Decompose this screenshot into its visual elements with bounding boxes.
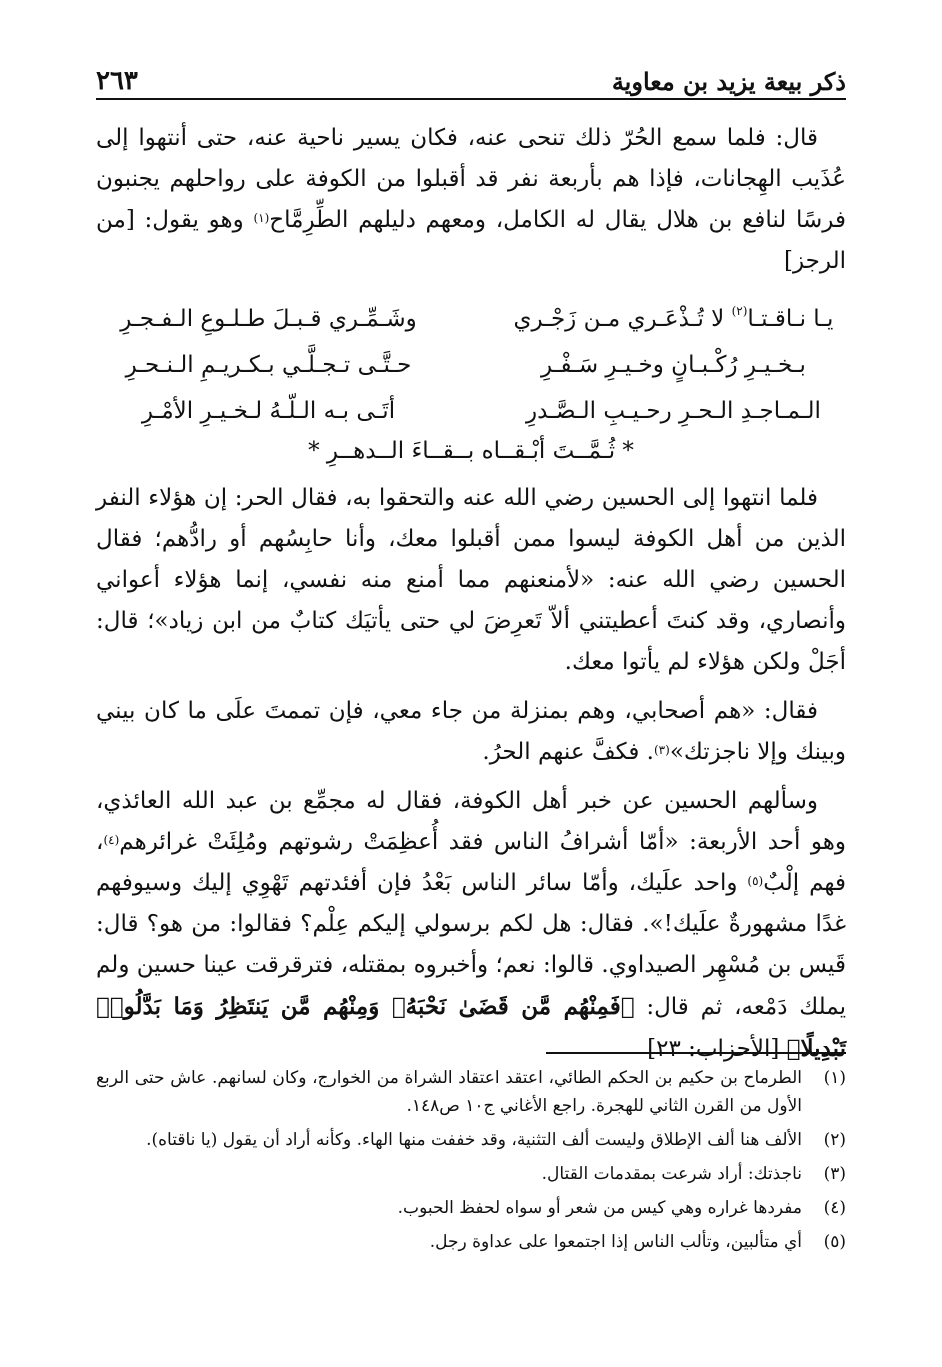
text-run: ، فهم إلْبٌ: [96, 829, 846, 896]
hemistich-left: حـتَّـى تـجـلَّـي بـكـريـمِ الـنـحـرِ: [125, 352, 412, 378]
paragraph-text: [96, 118, 846, 282]
text-run: لا تُـذْعَـري مـن زَجْـري: [513, 306, 732, 332]
text-run: قال: فلما سمع الحُرّ ذلك تنحى عنه، فكان يسير ناحية عنه، حتى أنتهوا إلى عُذَيب الهِجانات، فإذا هم بأربعة نفر قد أقبلوا من الكوفة على رواحلهم يجنبون فرسًا لنافع بن هلال يقال له الكامل، ومعهم دليلهم الطِّرِمَّاح: [96, 125, 846, 233]
text-run: يـا نـاقـتـا: [747, 306, 834, 332]
footnote-number: (١): [823, 1068, 846, 1088]
footnote: [96, 1160, 846, 1188]
footnote-number: (٢): [823, 1130, 846, 1150]
footnote-ref: (١): [253, 211, 270, 225]
hemistich-left: وشَـمِّـري قـبـلَ طـلـوعِ الـفـجـرِ: [120, 306, 417, 332]
footnotes: [96, 1064, 846, 1262]
footnote-ref: (٤): [103, 833, 120, 847]
text-run: فقال: «هم أصحابي، وهم بمنزلة من جاء معي، فإن تممتَ علَى ما كان بيني وبينك وإلا ناجزتك»: [96, 698, 846, 765]
footnote-text: أي متألبين، وتألب الناس إذا اجتمعوا على عداوة رجل.: [429, 1232, 802, 1252]
page-number: ٢٦٣: [96, 66, 138, 96]
verse: [96, 296, 846, 342]
paragraph-4: [96, 781, 846, 1070]
hemistich-right: الـمـاجـدِ الـحـرِ رحـيـبِ الـصَّـدرِ: [526, 398, 821, 424]
footnote-ref: (٢): [731, 304, 748, 318]
footnote-ref: (٣): [653, 743, 670, 757]
footnote-number: (٥): [823, 1232, 846, 1252]
verse: [96, 342, 846, 388]
main-text: [96, 478, 846, 1078]
page-header: [96, 56, 846, 100]
footnote: [96, 1126, 846, 1154]
footnote-divider: [546, 1052, 846, 1054]
footnote: [96, 1064, 846, 1120]
paragraph-2: فلما انتهوا إلى الحسين رضي الله عنه والتحقوا به، فقال الحر: إن هؤلاء النفر الذين من أهل الكوفة ليسوا ممن أقبلوا معك، وأنا حابِسُهم أو رادُّهم؛ فقال الحسين رضي الله عنه: «لأمنعنهم مما أمنع منه نفسي، إنما هؤلاء أعواني وأنصاري، وقد كنتَ أعطيتني ألاّ تَعرِضَ لي حتى يأتيَك كتابٌ من ابن زياد»؛ قال: أجَلْ ولكن هؤلاء لم يأتوا معك.: [96, 485, 846, 675]
hemistich-right: بـخـيـرِ رُكْـبـانٍ وخـيـرِ سَـفْـرِ: [541, 352, 806, 378]
running-title: ذكر بيعة يزيد بن معاوية: [611, 67, 846, 96]
hemistich-left: أتَـى بـه الـلّـهُ لـخـيـرِ الأمْـرِ: [141, 398, 396, 424]
text-run: واحد علَيك، وأمّا سائر الناس بَعْدُ فإن أفئدتهم تَهْوِي إليك وسيوفهم غدًا مشهورةٌ علَيك!». فقال: هل لكم برسولي إليكم عِلْم؟ فقالوا: من هو؟ قال: قَيس بن مُسْهِر الصيداوي. قالوا: نعم؛ وأخبروه بمقتله، فترقرقت عينا حسين ولم يملك دَمْعه، ثم قال:: [96, 870, 846, 1020]
footnote-text: مفردها غراره وهي كيس من شعر أو سواه لحفظ الحبوب.: [397, 1198, 802, 1218]
poem: [96, 296, 846, 474]
footnote: [96, 1194, 846, 1222]
verse-final: * ثُـمَّــتَ أبْـقــاه بــقــاءَ الــدهــرِ *: [308, 438, 634, 464]
paragraph-3: [96, 691, 846, 773]
footnote-ref: (٥): [747, 874, 764, 888]
footnote-text: الألف هنا ألف الإطلاق وليست ألف التثنية، وقد خففت منها الهاء. وكأنه أراد أن يقول (يا ناقتاه).: [146, 1130, 802, 1150]
paragraph-1: [96, 118, 846, 282]
footnote-text: الطرماح بن حكيم بن الحكم الطائي، اعتقد اعتقاد الشراة من الخوارج، وكان لسانهم. عاش حتى الربع الأول من القرن الثاني للهجرة. راجع الأغاني ج١٠ ص١٤٨.: [96, 1068, 802, 1116]
text-run: [الأحزاب: ٢٣]: [647, 1036, 787, 1062]
footnote: [96, 1228, 846, 1256]
quran-verse: ﴿فَمِنْهُم مَّن قَضَىٰ نَحْبَهُۥ وَمِنْهُم مَّن يَنتَظِرُ وَمَا بَدَّلُوا۟ تَبْدِيلًا﴾: [96, 993, 846, 1062]
text-run: وسألهم الحسين عن خبر أهل الكوفة، فقال له مجمِّع بن عبد الله العائذي، وهو أحد الأربعة: «أمّا أشرافُ الناس فقد أُعظِمَتْ رشوتهم ومُلِئَتْ غرائرهم: [96, 788, 846, 855]
footnote-number: (٣): [823, 1164, 846, 1184]
text-run: وهو يقول: [من الرجز]: [96, 207, 846, 274]
footnote-number: (٤): [823, 1198, 846, 1218]
text-run: . فكفَّ عنهم الحرُ.: [482, 739, 654, 765]
hemistich-right: [501, 306, 846, 332]
footnote-text: ناجذتك: أراد شرعت بمقدمات القتال.: [541, 1164, 802, 1184]
